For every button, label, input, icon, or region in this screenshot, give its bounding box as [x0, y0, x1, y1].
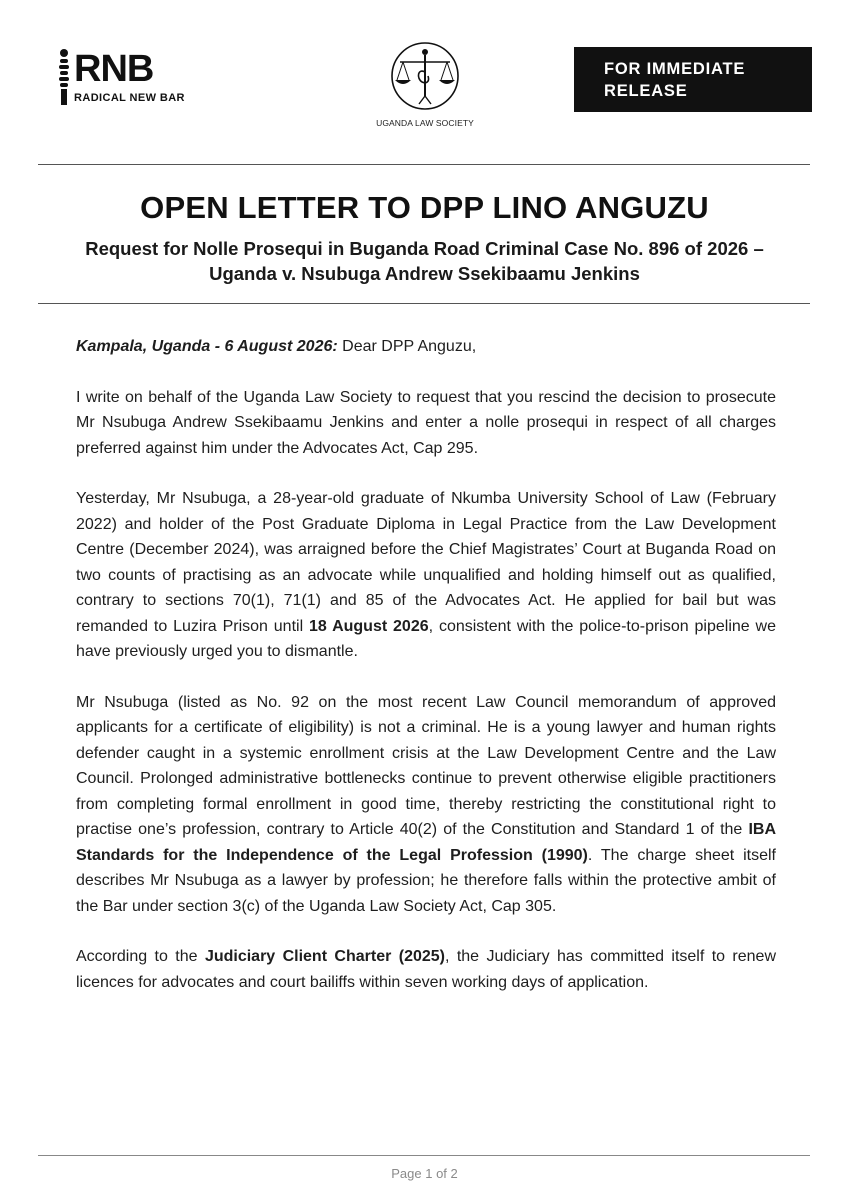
paragraph-arraignment	[76, 486, 776, 665]
judiciary-charter-reference: Judiciary Client Charter (2025)	[204, 948, 445, 965]
paragraph-arraignment-text-b: , consistent with the police-to-prison pipeline we have previously urged you to dismantle.	[76, 617, 777, 660]
paragraph-charter-text-b: , the Judiciary has committed itself to renew licences for advocates and court bailiffs within seven working days of application.	[76, 948, 777, 991]
release-line-2: RELEASE	[604, 82, 688, 100]
iba-standards-reference: IBA Standards for the Independence of the Legal Profession (1990)	[76, 821, 776, 864]
remand-date: 18 August 2026	[309, 617, 429, 635]
rnb-logo-text: RNB	[74, 48, 154, 90]
salutation: Dear DPP Anguzu,	[337, 338, 477, 355]
letter-subtitle: Request for Nolle Prosequi in Buganda Road Criminal Case No. 896 of 2026 – Uganda v. Nsubuga Andrew Ssekibaamu Jenkins	[85, 238, 764, 284]
paragraph-enrollment-text-a: Mr Nsubuga (listed as No. 92 on the most recent Law Council memorandum of approved applicants for a certificate of eligibility) is not a criminal. He is a young lawyer and human rights defender caught in a systemic enrollment crisis at the Law Development Centre and the Law Council. Prolonged administrative bottlenecks continue to prevent otherwise eligible practitioners from completing formal enrollment in good time, thereby restricting the constitutional right to practise one’s profession, contrary to Article 40(2) of the Constitution and Standard 1 of the	[76, 693, 776, 838]
paragraph-charter-text-a: According to the	[76, 948, 205, 965]
rnb-figure-icon	[58, 48, 72, 110]
radical-new-bar-logo	[58, 48, 198, 112]
paragraph-client-charter	[76, 944, 776, 995]
rnb-logo-subtitle: RADICAL NEW BAR	[74, 92, 185, 104]
dateline: Kampala, Uganda - 6 August 2026:	[76, 338, 338, 355]
uls-logo-caption: UGANDA LAW SOCIETY	[376, 118, 474, 128]
paragraph-enrollment-text-b: . The charge sheet itself describes Mr Nsubuga as a lawyer by profession; he therefore falls within the protective ambit of the Bar under section 3(c) of the Uganda Law Society Act, Cap 305.	[76, 846, 777, 915]
uls-seal-icon	[370, 38, 480, 118]
paragraph-enrollment-crisis	[76, 690, 776, 920]
title-divider	[38, 303, 810, 304]
paragraph-request: I write on behalf of the Uganda Law Society to request that you rescind the decision to prosecute Mr Nsubuga Andrew Ssekibaamu Jenkins and enter a nolle prosequi in respect of all charges preferred against him under the Advocates Act, Cap 295.	[76, 388, 776, 457]
uganda-law-society-logo	[370, 38, 480, 130]
paragraph-arraignment-text-a: Yesterday, Mr Nsubuga, a 28-year-old graduate of Nkumba University School of Law (February 2022) and holder of the Post Graduate Diploma in Legal Practice from the Law Development Centre (December 2024), was arraigned before the Chief Magistrates’ Court at Buganda Road on two counts of practising as an advocate while unqualified and holding himself out as qualified, contrary to sections 70(1), 71(1) and 85 of the Advocates Act. He applied for bail but was remanded to Luzira Prison until	[76, 490, 776, 635]
letter-title: OPEN LETTER TO DPP LINO ANGUZU	[140, 190, 709, 225]
page-number: Page 1 of 2	[391, 1166, 458, 1181]
header-divider	[38, 164, 810, 165]
release-line-1: FOR IMMEDIATE	[604, 60, 746, 78]
letter-body	[76, 334, 776, 1020]
opening-paragraph	[76, 334, 776, 360]
footer-divider	[38, 1155, 810, 1156]
release-badge	[574, 47, 812, 112]
